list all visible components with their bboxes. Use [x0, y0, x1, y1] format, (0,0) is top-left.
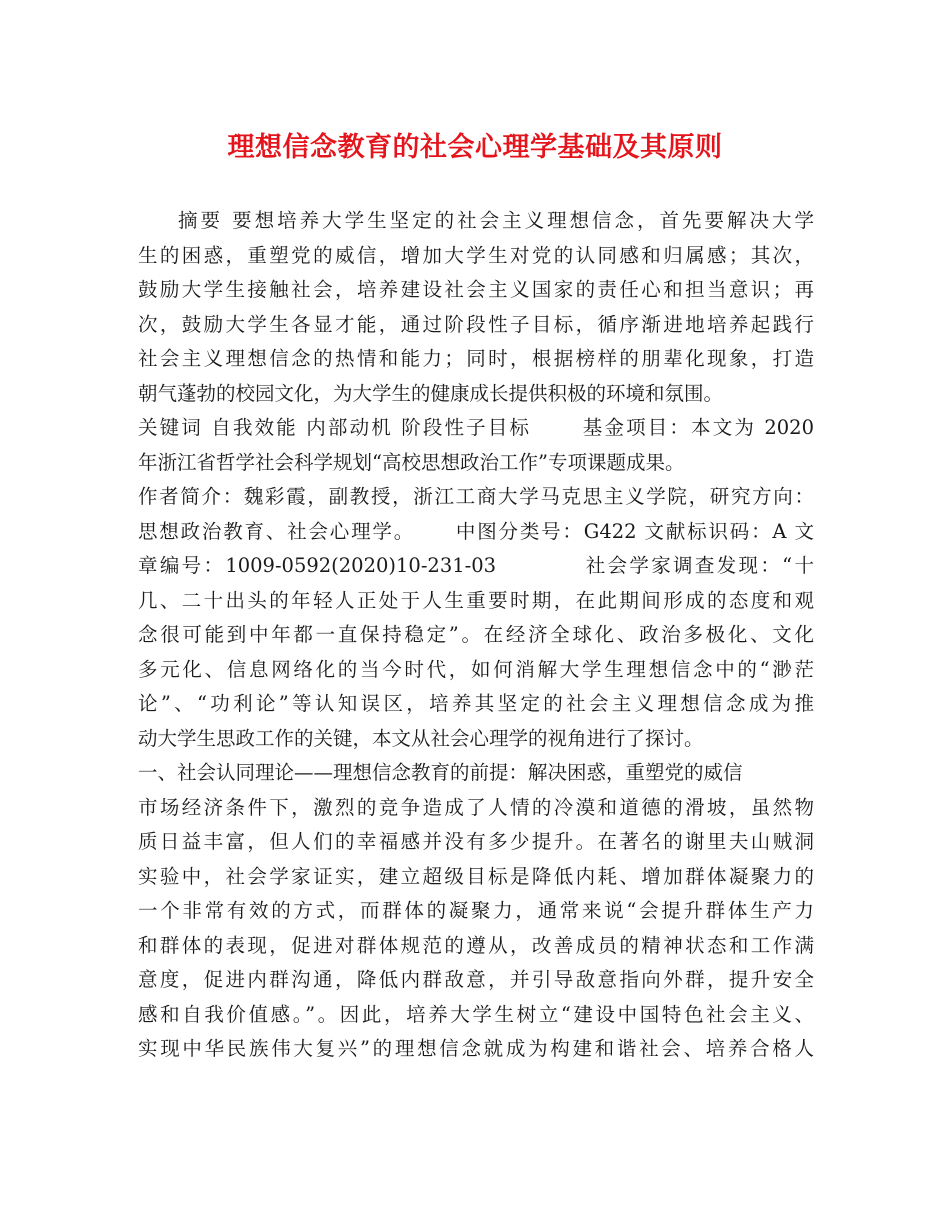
document-body	[138, 204, 814, 1067]
body-line: 实验中，社会学家证实，建立超级目标是降低内耗、增加群体凝聚力的	[138, 864, 814, 888]
body-line: 关键词 自我效能 内部动机 阶段性子目标 基金项目：本文为 2020	[138, 416, 814, 439]
body-line: 动大学生思政工作的关键，本文从社会心理学的视角进行了探讨。	[138, 726, 704, 750]
body-line: 生的困惑，重塑党的威信，增加大学生对党的认同感和归属感；其次，	[138, 243, 814, 267]
body-line: 多元化、信息网络化的当今时代，如何消解大学生理想信念中的“渺茫	[138, 657, 814, 681]
body-line: 社会主义理想信念的热情和能力；同时，根据榜样的朋辈化现象，打造	[138, 347, 814, 370]
body-line: 质日益丰富，但人们的幸福感并没有多少提升。在著名的谢里夫山贼洞	[138, 830, 814, 853]
body-line: 朝气蓬勃的校园文化，为大学生的健康成长提供积极的环境和氛围。	[138, 381, 724, 405]
body-line: 市场经济条件下，激烈的竞争造成了人情的冷漠和道德的滑坡，虽然物	[138, 795, 814, 819]
body-line: 次，鼓励大学生各显才能，通过阶段性子目标，循序渐进地培养起践行	[138, 312, 814, 336]
section-heading: 一、社会认同理论——理想信念教育的前提：解决困惑，重塑党的威信	[138, 761, 743, 784]
body-line: 年浙江省哲学社会科学规划“高校思想政治工作”专项课题成果。	[138, 450, 685, 474]
body-line: 和群体的表现，促进对群体规范的遵从，改善成员的精神状态和工作满	[138, 933, 814, 957]
body-line: 章编号：1009-0592(2020)10-231-03 社会学家调查发现：“十	[138, 554, 814, 577]
body-line: 作者简介：魏彩霞，副教授，浙江工商大学马克思主义学院，研究方向：	[138, 485, 814, 508]
body-line: 感和自我价值感。”。因此，培养大学生树立“建设中国特色社会主义、	[138, 1002, 814, 1026]
body-line: 意度，促进内群沟通，降低内群敌意，并引导敌意指向外群，提升安全	[138, 968, 814, 991]
body-line: 鼓励大学生接触社会，培养建设社会主义国家的责任心和担当意识；再	[138, 278, 814, 301]
body-line: 一个非常有效的方式，而群体的凝聚力，通常来说“会提升群体生产力	[138, 899, 814, 922]
body-line: 摘要 要想培养大学生坚定的社会主义理想信念，首先要解决大学	[178, 209, 814, 232]
body-line: 念很可能到中年都一直保持稳定”。在经济全球化、政治多极化、文化	[138, 623, 814, 646]
body-line: 几、二十出头的年轻人正处于人生重要时期，在此期间形成的态度和观	[138, 588, 814, 612]
body-line: 实现中华民族伟大复兴”的理想信念就成为构建和谐社会、培养合格人	[138, 1037, 814, 1060]
document-title: 理想信念教育的社会心理学基础及其原则	[227, 132, 723, 163]
body-line: 论”、“功利论”等认知误区，培养其坚定的社会主义理想信念成为推	[138, 692, 814, 715]
body-line: 思想政治教育、社会心理学。 中图分类号：G422 文献标识码：A 文	[138, 519, 814, 543]
